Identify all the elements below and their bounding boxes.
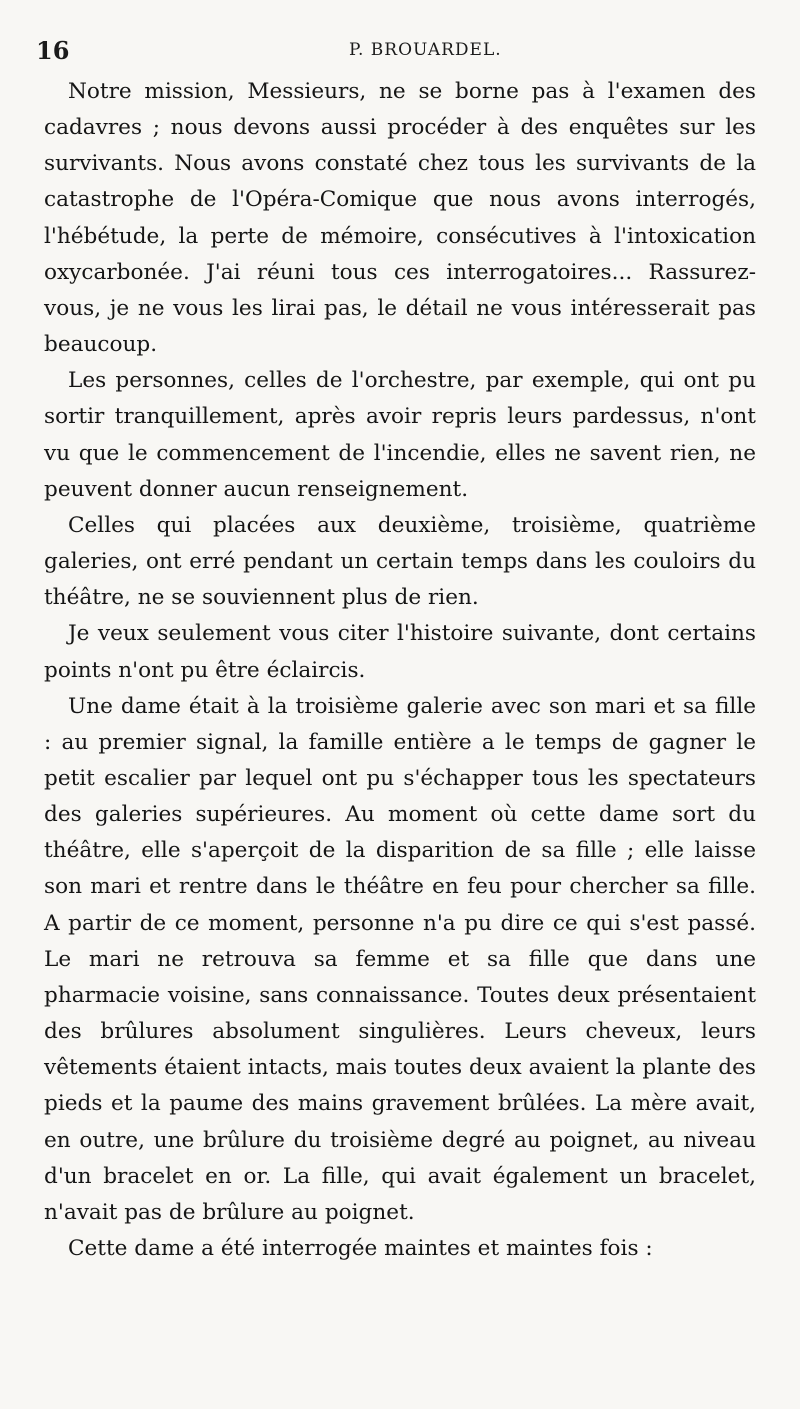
- page-header: [36, 36, 766, 76]
- page-number: 16: [36, 36, 70, 65]
- running-head: P. BROUARDEL.: [349, 40, 502, 60]
- paragraph: Celles qui placées aux deuxième, troisième, quatrième galeries, ont erré pendant un certain temps dans les couloirs du théâtre, ne se souviennent plus de rien.: [44, 512, 756, 611]
- body-text: [44, 74, 756, 1267]
- paragraph: Notre mission, Messieurs, ne se borne pas à l'examen des cadavres ; nous devons aussi procéder à des enquêtes sur les survivants. Nous avons constaté chez tous les survivants de la catastrophe de l'Opéra-Comique que nous avons interrogés, l'hébétude, la perte de mémoire, consécutives à l'intoxication oxycarbonée. J'ai réuni tous ces interrogatoires... Rassurez-vous, je ne vous les lirai pas, le détail ne vous intéresserait pas beaucoup.: [44, 79, 756, 358]
- paragraph: Cette dame a été interrogée maintes et maintes fois :: [68, 1236, 653, 1261]
- paragraph: Je veux seulement vous citer l'histoire suivante, dont certains points n'ont pu être éclaircis.: [44, 621, 756, 683]
- paragraph: Une dame était à la troisième galerie avec son mari et sa fille : au premier signal, la famille entière a le temps de gagner le petit escalier par lequel ont pu s'échapper tous les spectateurs des galeries supérieures. Au moment où cette dame sort du théâtre, elle s'aperçoit de la disparition de sa fille ; elle laisse son mari et rentre dans le théâtre en feu pour chercher sa fille. A partir de ce moment, personne n'a pu dire ce qui s'est passé. Le mari ne retrouva sa femme et sa fille que dans une pharmacie voisine, sans connaissance. Toutes deux présentaient des brûlures absolument singulières. Leurs cheveux, leurs vêtements étaient intacts, mais toutes deux avaient la plante des pieds et la paume des mains gravement brûlées. La mère avait, en outre, une brûlure du troisième degré au poignet, au niveau d'un bracelet en or. La fille, qui avait également un bracelet, n'avait pas de brûlure au poignet.: [44, 693, 756, 1225]
- paragraph: Les personnes, celles de l'orchestre, par exemple, qui ont pu sortir tranquillement, après avoir repris leurs pardessus, n'ont vu que le commencement de l'incendie, elles ne savent rien, ne peuvent donner aucun renseignement.: [44, 368, 756, 502]
